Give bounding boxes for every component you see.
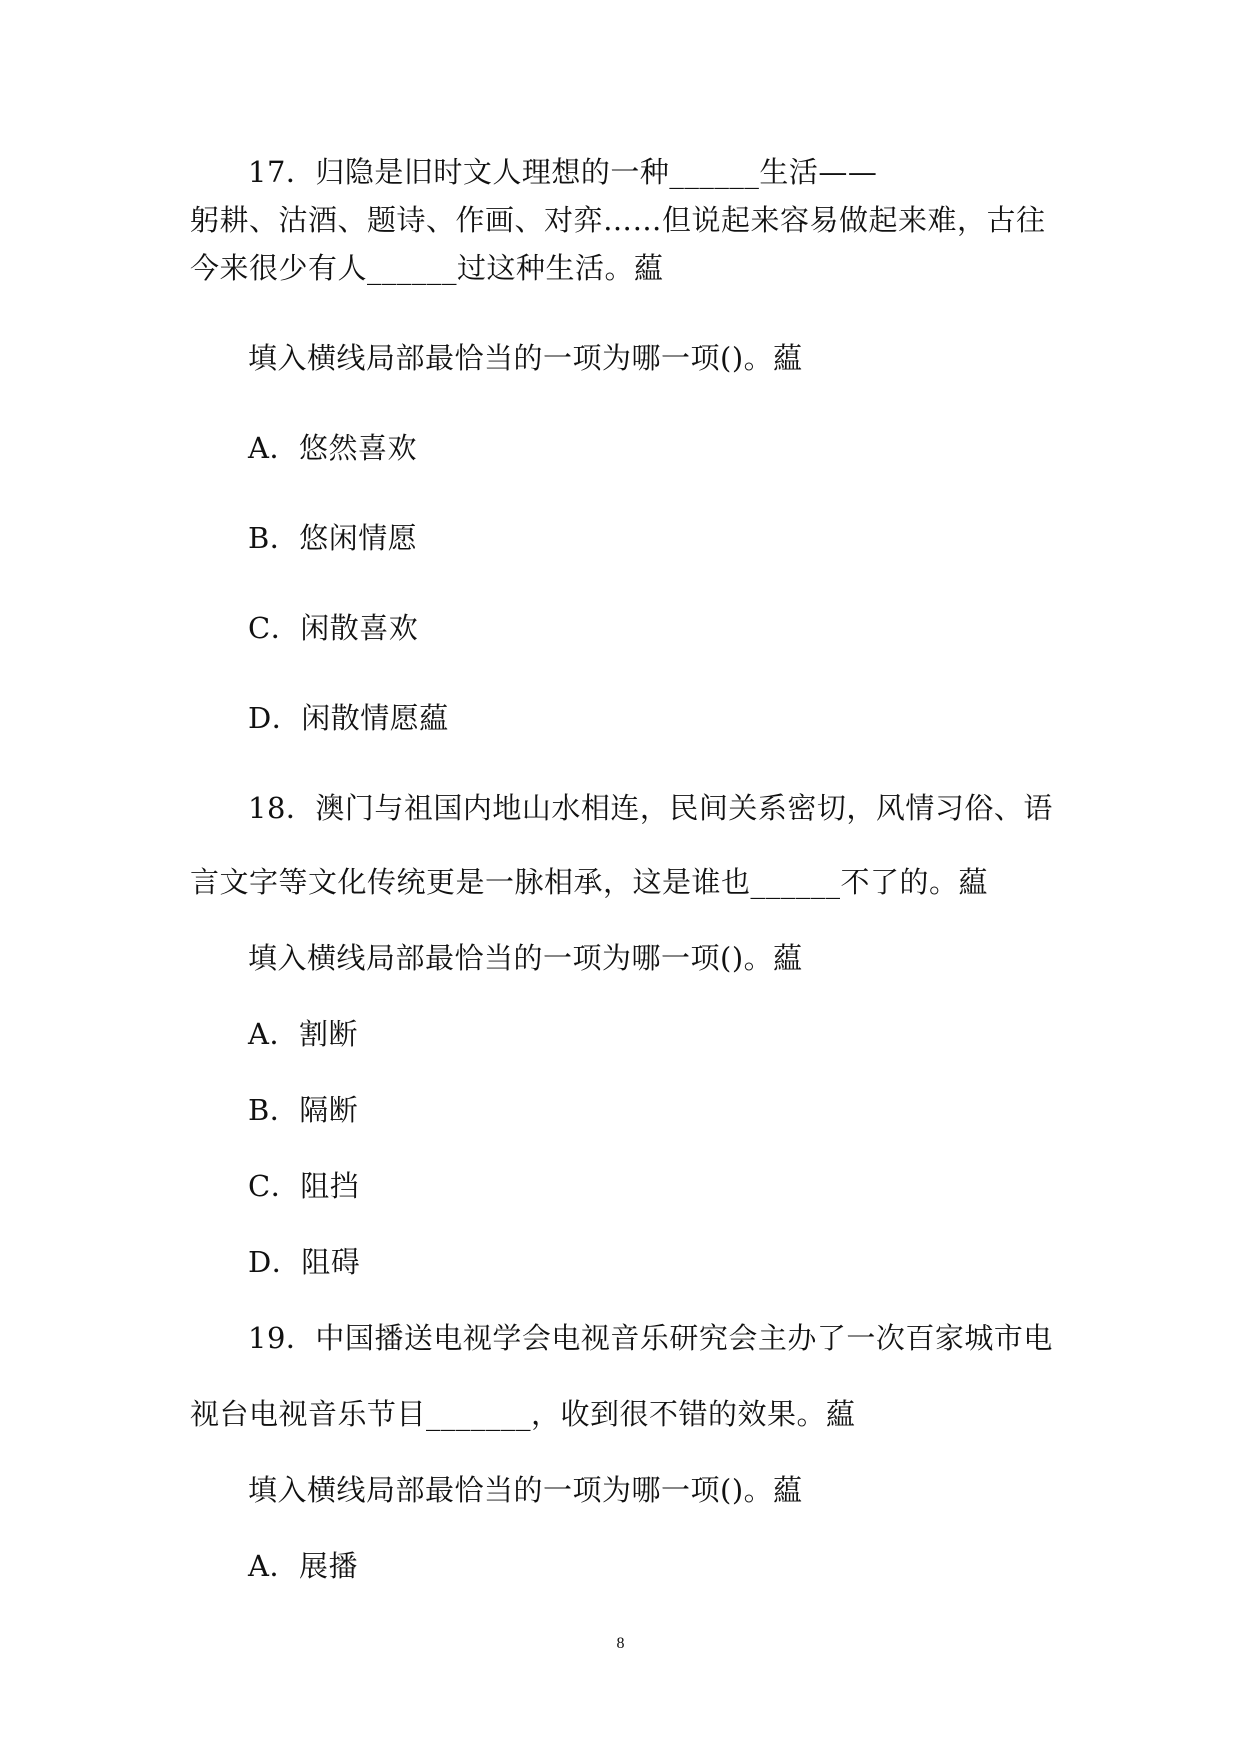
question-17-option-b: B．悠闲情愿 xyxy=(248,521,418,555)
question-17-line-1: 17．归隐是旧时文人理想的一种______生活—— xyxy=(248,155,878,189)
question-17-instruction: 填入横线局部最恰当的一项为哪一项()。藴 xyxy=(248,341,803,375)
question-18-line-2: 言文字等文化传统更是一脉相承，这是谁也______不了的。藴 xyxy=(190,865,989,899)
question-19-line-2: 视台电视音乐节目_______，收到很不错的效果。藴 xyxy=(190,1397,856,1431)
question-19-option-a: A．展播 xyxy=(248,1549,358,1583)
question-17-line-2: 躬耕、沽酒、题诗、作画、对弈……但说起来容易做起来难，古往 xyxy=(190,203,1046,237)
question-19-instruction: 填入横线局部最恰当的一项为哪一项()。藴 xyxy=(248,1473,803,1507)
question-18-instruction: 填入横线局部最恰当的一项为哪一项()。藴 xyxy=(248,941,803,975)
question-18-option-a: A．割断 xyxy=(248,1017,358,1051)
page-number: 8 xyxy=(616,1635,625,1652)
question-17-option-d: D．闲散情愿藴 xyxy=(248,701,449,735)
question-18-option-d: D．阻碍 xyxy=(248,1245,361,1279)
question-17-line-3: 今来很少有人______过这种生活。藴 xyxy=(190,251,664,285)
question-18-option-c: C．阻挡 xyxy=(248,1169,360,1203)
question-19-line-1: 19．中国播送电视学会电视音乐研究会主办了一次百家城市电 xyxy=(248,1321,1053,1355)
question-18-line-1: 18．澳门与祖国内地山水相连，民间关系密切，风情习俗、语 xyxy=(248,791,1053,825)
question-18-option-b: B．隔断 xyxy=(248,1093,359,1127)
question-17-option-c: C．闲散喜欢 xyxy=(248,611,419,645)
question-17-option-a: A．悠然喜欢 xyxy=(248,431,417,465)
